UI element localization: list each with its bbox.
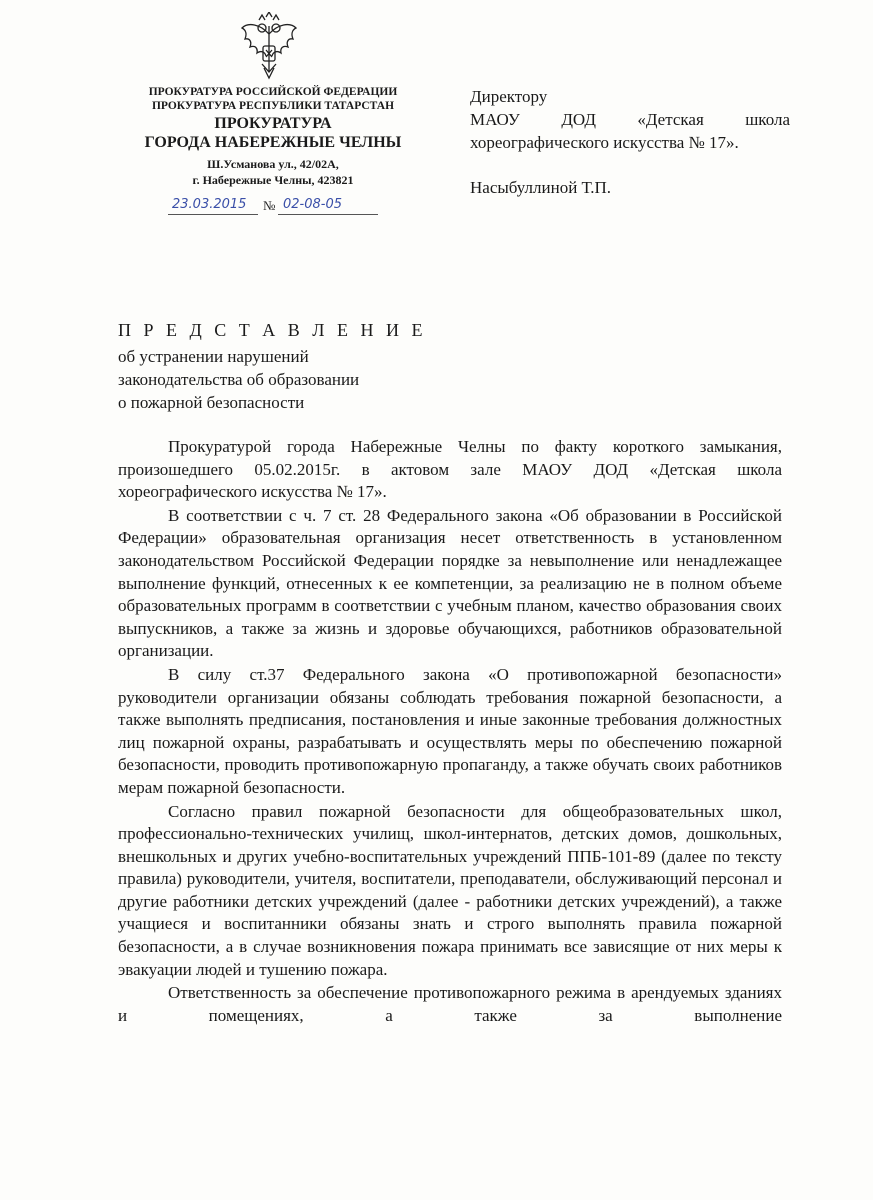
paragraph: Прокуратурой города Набережные Челны по факту короткого замыкания, произошедшего 05.02.2015г. в актовом зале МАОУ ДОД «Детская школа хореографического искусства № 17».: [118, 437, 782, 502]
paragraph: Согласно правил пожарной безопасности для общеобразовательных школ, профессионально-технических училищ, школ-интернатов, детских домов, дошкольных, внешкольных и других учебно-воспитательных учреждений ППБ-101-89 (далее по тексту правила) руководители, учителя, воспитатели, преподаватели, обслуживающий персонал и другие работники детских учреждений (далее - работники детских учреждений), а также учащиеся и воспитанники обязаны знать и строго выполнять правила пожарной безопасности, а в случае возникновения пожара принимать все зависящие от них меры к эвакуации людей и тушению пожара.: [118, 801, 782, 979]
paragraph: В соответствии с ч. 7 ст. 28 Федерального закона «Об образовании в Российской Федерации» образовательная организация несет ответственность в установленном законодательством Российской Федерации порядке за невыполнение или ненадлежащее выполнение функций, отнесенных к ее компетенции, за реализацию не в полном объеме образовательных программ в соответствии с учебным планом, качество образования своих выпускников, а также за жизнь и здоровье обучающихся, работников образовательной организации.: [118, 505, 782, 661]
document-body: [118, 436, 782, 1028]
number-label: №: [263, 198, 276, 213]
date-underline: [168, 214, 258, 215]
header-line-prosecutor-rf: ПРОКУРАТУРА РОССИЙСКОЙ ФЕДЕРАЦИИ: [148, 86, 398, 98]
header-line-prosecutor: ПРОКУРАТУРА: [214, 115, 332, 132]
paragraph: В силу ст.37 Федерального закона «О противопожарной безопасности» руководители организации обязаны соблюдать требования пожарной безопасности, а также выполнять предписания, постановления и иные законные требования должностных лиц пожарной охраны, разрабатывать и осуществлять меры по обеспечению пожарной безопасности, проводить противопожарную пропаганду, а также обучать своих работников мерам пожарной безопасности.: [118, 664, 782, 797]
header-address-city: г. Набережные Челны, 423821: [192, 173, 354, 187]
header-address-street: Ш.Усманова ул., 42/02А,: [207, 157, 339, 171]
handwritten-number: 02-08-05: [283, 197, 343, 212]
document-subtitle: [118, 345, 438, 414]
state-emblem-icon: [238, 12, 300, 80]
handwritten-date: 23.03.2015: [172, 197, 247, 212]
number-underline: [278, 214, 378, 215]
document-title: П Р Е Д С Т А В Л Е Н И Е: [118, 320, 427, 340]
subtitle-line-3: о пожарной безопасности: [118, 393, 305, 412]
subtitle-line-2: законодательства об образовании: [118, 370, 360, 389]
header-line-city: ГОРОДА НАБЕРЕЖНЫЕ ЧЕЛНЫ: [144, 134, 402, 151]
addressee-block: [470, 85, 790, 199]
addressee-organization-cont: хореографического искусства № 17».: [470, 133, 739, 152]
paragraph: Ответственность за обеспечение противопожарного режима в арендуемых зданиях и помещениях, а также за выполнение: [118, 983, 782, 1025]
addressee-name: Насыбуллиной Т.П.: [470, 178, 612, 197]
addressee-organization: МАОУ ДОД «Детская школа: [470, 110, 790, 129]
subtitle-line-1: об устранении нарушений: [118, 347, 309, 366]
addressee-position: Директору: [470, 87, 548, 106]
header-line-prosecutor-rt: ПРОКУРАТУРА РЕСПУБЛИКИ ТАТАРСТАН: [151, 100, 395, 112]
